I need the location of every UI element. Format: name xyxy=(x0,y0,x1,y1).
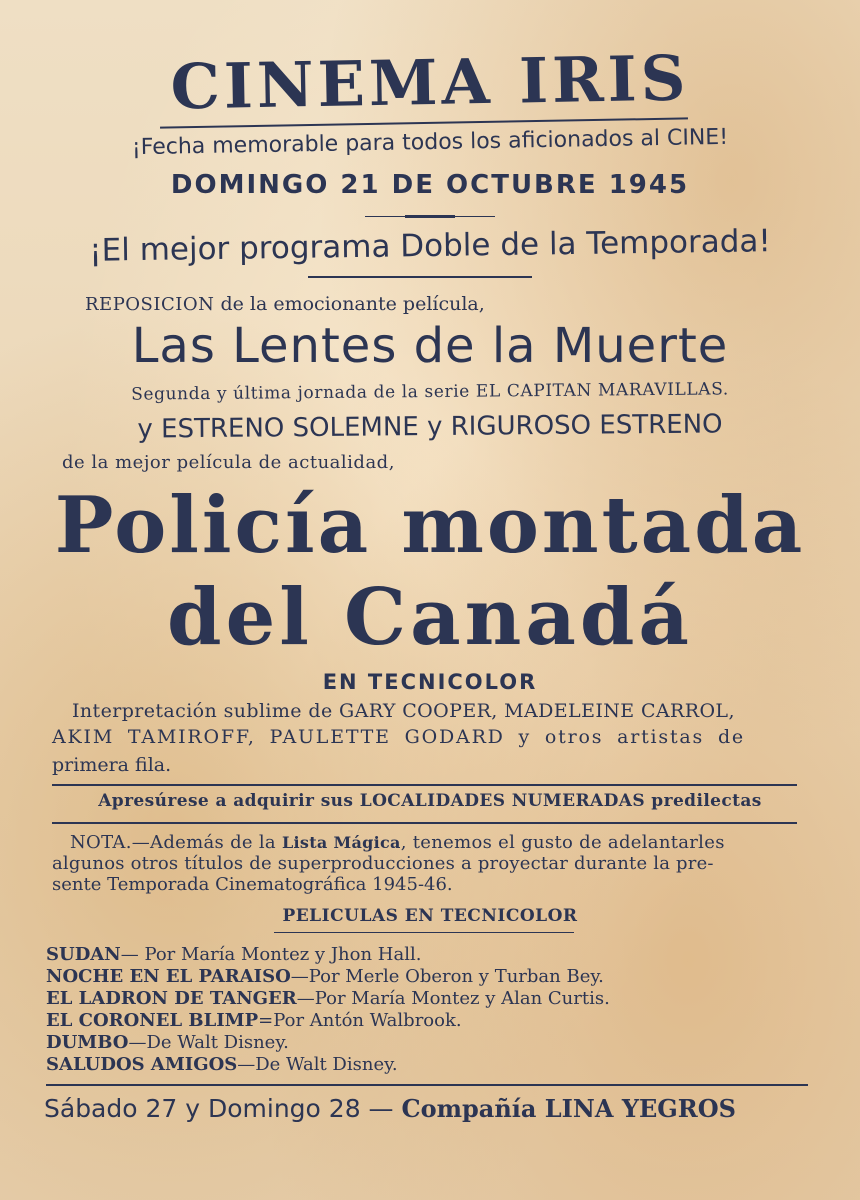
nota-line1 xyxy=(70,832,860,853)
list-item xyxy=(46,1010,806,1032)
program-line: ¡El mejor programa Doble de la Temporada! xyxy=(88,223,772,269)
film2-title-line1: Policía montada xyxy=(54,480,806,571)
hurry-rule-top xyxy=(52,784,797,786)
list-item xyxy=(46,1054,806,1076)
film1-title: Las Lentes de la Muerte xyxy=(131,318,729,374)
estreno-line: y ESTRENO SOLEMNE y RIGUROSO ESTRENO xyxy=(137,409,723,445)
film-title: SALUDOS AMIGOS xyxy=(46,1054,238,1075)
list-item xyxy=(46,966,806,988)
film-credit: —Por Merle Oberon y Turban Bey. xyxy=(290,966,604,987)
film-credit: —De Walt Disney. xyxy=(128,1032,289,1053)
film-credit: —Por María Montez y Alan Curtis. xyxy=(296,988,610,1009)
reposicion-lead: REPOSICION xyxy=(85,294,215,315)
nota-suffix: , tenemos el gusto de adelantarles xyxy=(400,832,725,853)
list-heading: PELICULAS EN TECNICOLOR xyxy=(282,906,578,926)
program-underline xyxy=(308,276,532,278)
footer-dates: Sábado 27 y Domingo 28 — xyxy=(44,1094,402,1123)
film2-title-line2: del Canadá xyxy=(167,572,693,663)
serie-line: Segunda y última jornada de la serie EL CAPITAN MARAVILLAS. xyxy=(131,379,729,405)
hurry-line: Apresúrese a adquirir sus LOCALIDADES NUMERADAS predilectas xyxy=(98,791,762,811)
lista-magica: Lista Mágica xyxy=(282,833,401,852)
nota-prefix: NOTA.—Además de la xyxy=(70,832,282,853)
list-heading-underline xyxy=(274,932,574,933)
nota-line2: algunos otros títulos de superproducciones a proyectar durante la pre- xyxy=(52,853,714,874)
list-item xyxy=(46,1032,806,1054)
list-item xyxy=(46,944,806,966)
footer-company: Compañía LINA YEGROS xyxy=(401,1094,736,1123)
ornament-divider-center xyxy=(405,215,455,218)
actualidad-line: de la mejor película de actualidad, xyxy=(62,452,395,473)
event-date: DOMINGO 21 DE OCTUBRE 1945 xyxy=(170,170,690,200)
film-credit: —De Walt Disney. xyxy=(237,1054,398,1075)
tecnicolor-label: EN TECNICOLOR xyxy=(322,670,538,694)
hurry-rule-bottom xyxy=(52,822,797,824)
nota-line3: sente Temporada Cinematográfica 1945-46. xyxy=(52,874,453,895)
reposicion-line xyxy=(85,293,860,315)
cast-line1: Interpretación sublime de GARY COOPER, MADELEINE CARROL, xyxy=(72,700,735,722)
film-title: EL LADRON DE TANGER xyxy=(46,988,297,1009)
film-title: SUDAN xyxy=(46,944,121,965)
tagline: ¡Fecha memorable para todos los aficionados al CINE! xyxy=(131,124,729,161)
film-title: NOCHE EN EL PARAISO xyxy=(46,966,291,987)
footer-rule xyxy=(46,1084,808,1086)
reposicion-rest: de la emocionante película, xyxy=(214,293,485,315)
film-list xyxy=(46,944,806,1076)
film-title: DUMBO xyxy=(46,1032,129,1053)
film-credit: — Por María Montez y Jhon Hall. xyxy=(120,944,422,965)
cinema-name: CINEMA IRIS xyxy=(169,41,691,124)
film-title: EL CORONEL BLIMP xyxy=(46,1010,259,1031)
footer-line xyxy=(44,1094,860,1123)
cast-line2: AKIM TAMIROFF, PAULETTE GODARD y otros artistas de xyxy=(52,726,745,748)
cast-line3: primera fila. xyxy=(52,754,172,776)
film-credit: =Por Antón Walbrook. xyxy=(258,1010,462,1031)
list-item xyxy=(46,988,806,1010)
